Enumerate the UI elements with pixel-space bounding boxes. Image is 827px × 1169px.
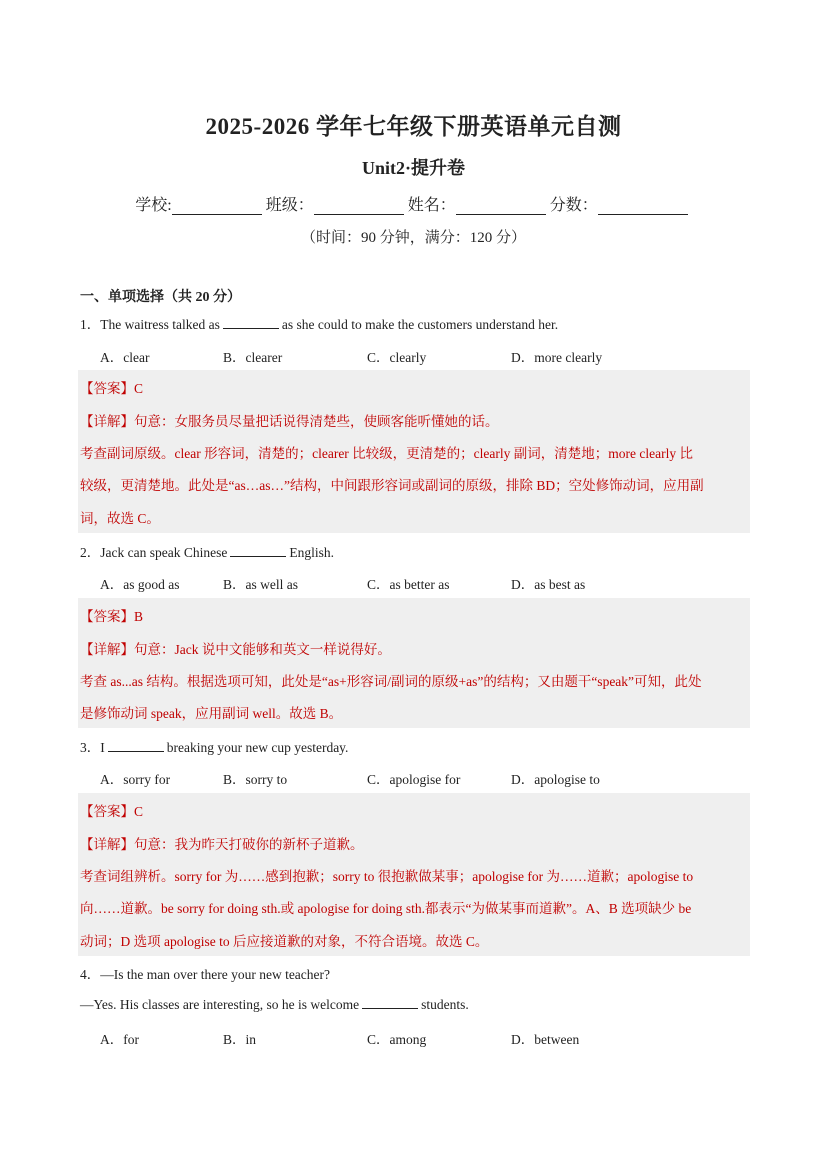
question-2-stem: 2．Jack can speak Chinese English.: [80, 545, 334, 560]
answer-blank: [230, 544, 286, 557]
option-c[interactable]: C．among: [367, 1032, 427, 1047]
option-d[interactable]: D．apologise to: [511, 772, 600, 787]
time-note: （时间：90 分钟，满分：120 分）: [300, 230, 526, 246]
question-1-answer-box: [78, 370, 750, 533]
question-1-options: [100, 346, 740, 364]
analysis-line: 动词；D 选项 apologise to 后应接道歉的对象，不符合语境。故选 C。: [80, 934, 489, 949]
analysis-line: 是修饰动词 speak，应用副词 well。故选 B。: [80, 706, 343, 721]
option-d[interactable]: D．more clearly: [511, 350, 603, 365]
question-4-options: [100, 1028, 740, 1046]
question-4-stem-line2: —Yes. His classes are interesting, so he is welcome students.: [80, 997, 469, 1012]
question-3-answer-box: [78, 793, 750, 956]
analysis-line: 词，故选 C。: [80, 511, 160, 526]
name-label: 姓名：: [407, 197, 456, 214]
question-2-answer-box: [78, 598, 750, 728]
class-label: 班级：: [265, 197, 314, 214]
option-a[interactable]: A．for: [100, 1032, 139, 1047]
detail-line: 【详解】句意：我为昨天打破你的新杯子道歉。: [80, 837, 364, 852]
option-d[interactable]: D．between: [511, 1032, 580, 1047]
score-blank[interactable]: [598, 198, 688, 215]
option-b[interactable]: B．clearer: [223, 350, 283, 365]
answer-line: 【答案】C: [80, 804, 144, 819]
exam-subtitle: Unit2·提升卷: [361, 158, 465, 178]
question-3-stem: 3．I breaking your new cup yesterday.: [80, 740, 349, 755]
analysis-line: 考查 as...as 结构。根据选项可知，此处是“as+形容词/副词的原级+as”的结构；又由题干“speak”可知，此处: [80, 674, 702, 689]
question-4-stem-line1: 4．—Is the man over there your new teacher?: [80, 967, 331, 982]
analysis-line: 考查词组辨析。sorry for 为……感到抱歉；sorry to 很抱歉做某事；apologise for 为……道歉；apologise to: [80, 869, 694, 884]
option-a[interactable]: A．clear: [100, 350, 150, 365]
question-2-options: [100, 573, 740, 591]
answer-line: 【答案】B: [80, 609, 144, 624]
exam-title: 2025-2026 学年七年级下册英语单元自测: [205, 114, 622, 139]
option-b[interactable]: B．sorry to: [223, 772, 288, 787]
detail-line: 【详解】句意：Jack 说中文能够和英文一样说得好。: [80, 642, 391, 657]
question-3-options: [100, 768, 740, 786]
answer-blank: [362, 996, 418, 1009]
option-d[interactable]: D．as best as: [511, 577, 586, 592]
option-a[interactable]: A．as good as: [100, 577, 180, 592]
score-label: 分数：: [549, 197, 598, 214]
option-c[interactable]: C．clearly: [367, 350, 427, 365]
school-label: 学校:: [135, 197, 172, 214]
class-blank[interactable]: [314, 198, 404, 215]
school-blank[interactable]: [172, 198, 262, 215]
answer-blank: [108, 739, 164, 752]
answer-line: 【答案】C: [80, 381, 144, 396]
analysis-line: 较级，更清楚地。此处是“as…as…”结构，中间跟形容词或副词的原级，排除 BD；空处修饰动词，应用副: [80, 478, 704, 493]
section-title: 一、单项选择（共 20 分）: [80, 290, 241, 305]
option-b[interactable]: B．in: [223, 1032, 257, 1047]
detail-line: 【详解】句意：女服务员尽量把话说得清楚些，使顾客能听懂她的话。: [80, 414, 499, 429]
option-b[interactable]: B．as well as: [223, 577, 298, 592]
option-a[interactable]: A．sorry for: [100, 772, 171, 787]
name-blank[interactable]: [456, 198, 546, 215]
option-c[interactable]: C．apologise for: [367, 772, 461, 787]
student-info-line: [0, 192, 827, 215]
question-1-stem: 1．The waitress talked as as she could to make the customers understand her.: [80, 317, 559, 332]
answer-blank: [223, 316, 279, 329]
option-c[interactable]: C．as better as: [367, 577, 450, 592]
analysis-line: 向……道歉。be sorry for doing sth.或 apologise for doing sth.都表示“为做某事而道歉”。A、B 选项缺少 be: [80, 901, 692, 916]
analysis-line: 考查副词原级。clear 形容词，清楚的；clearer 比较级，更清楚的；clearly 副词，清楚地；more clearly 比: [80, 446, 693, 461]
